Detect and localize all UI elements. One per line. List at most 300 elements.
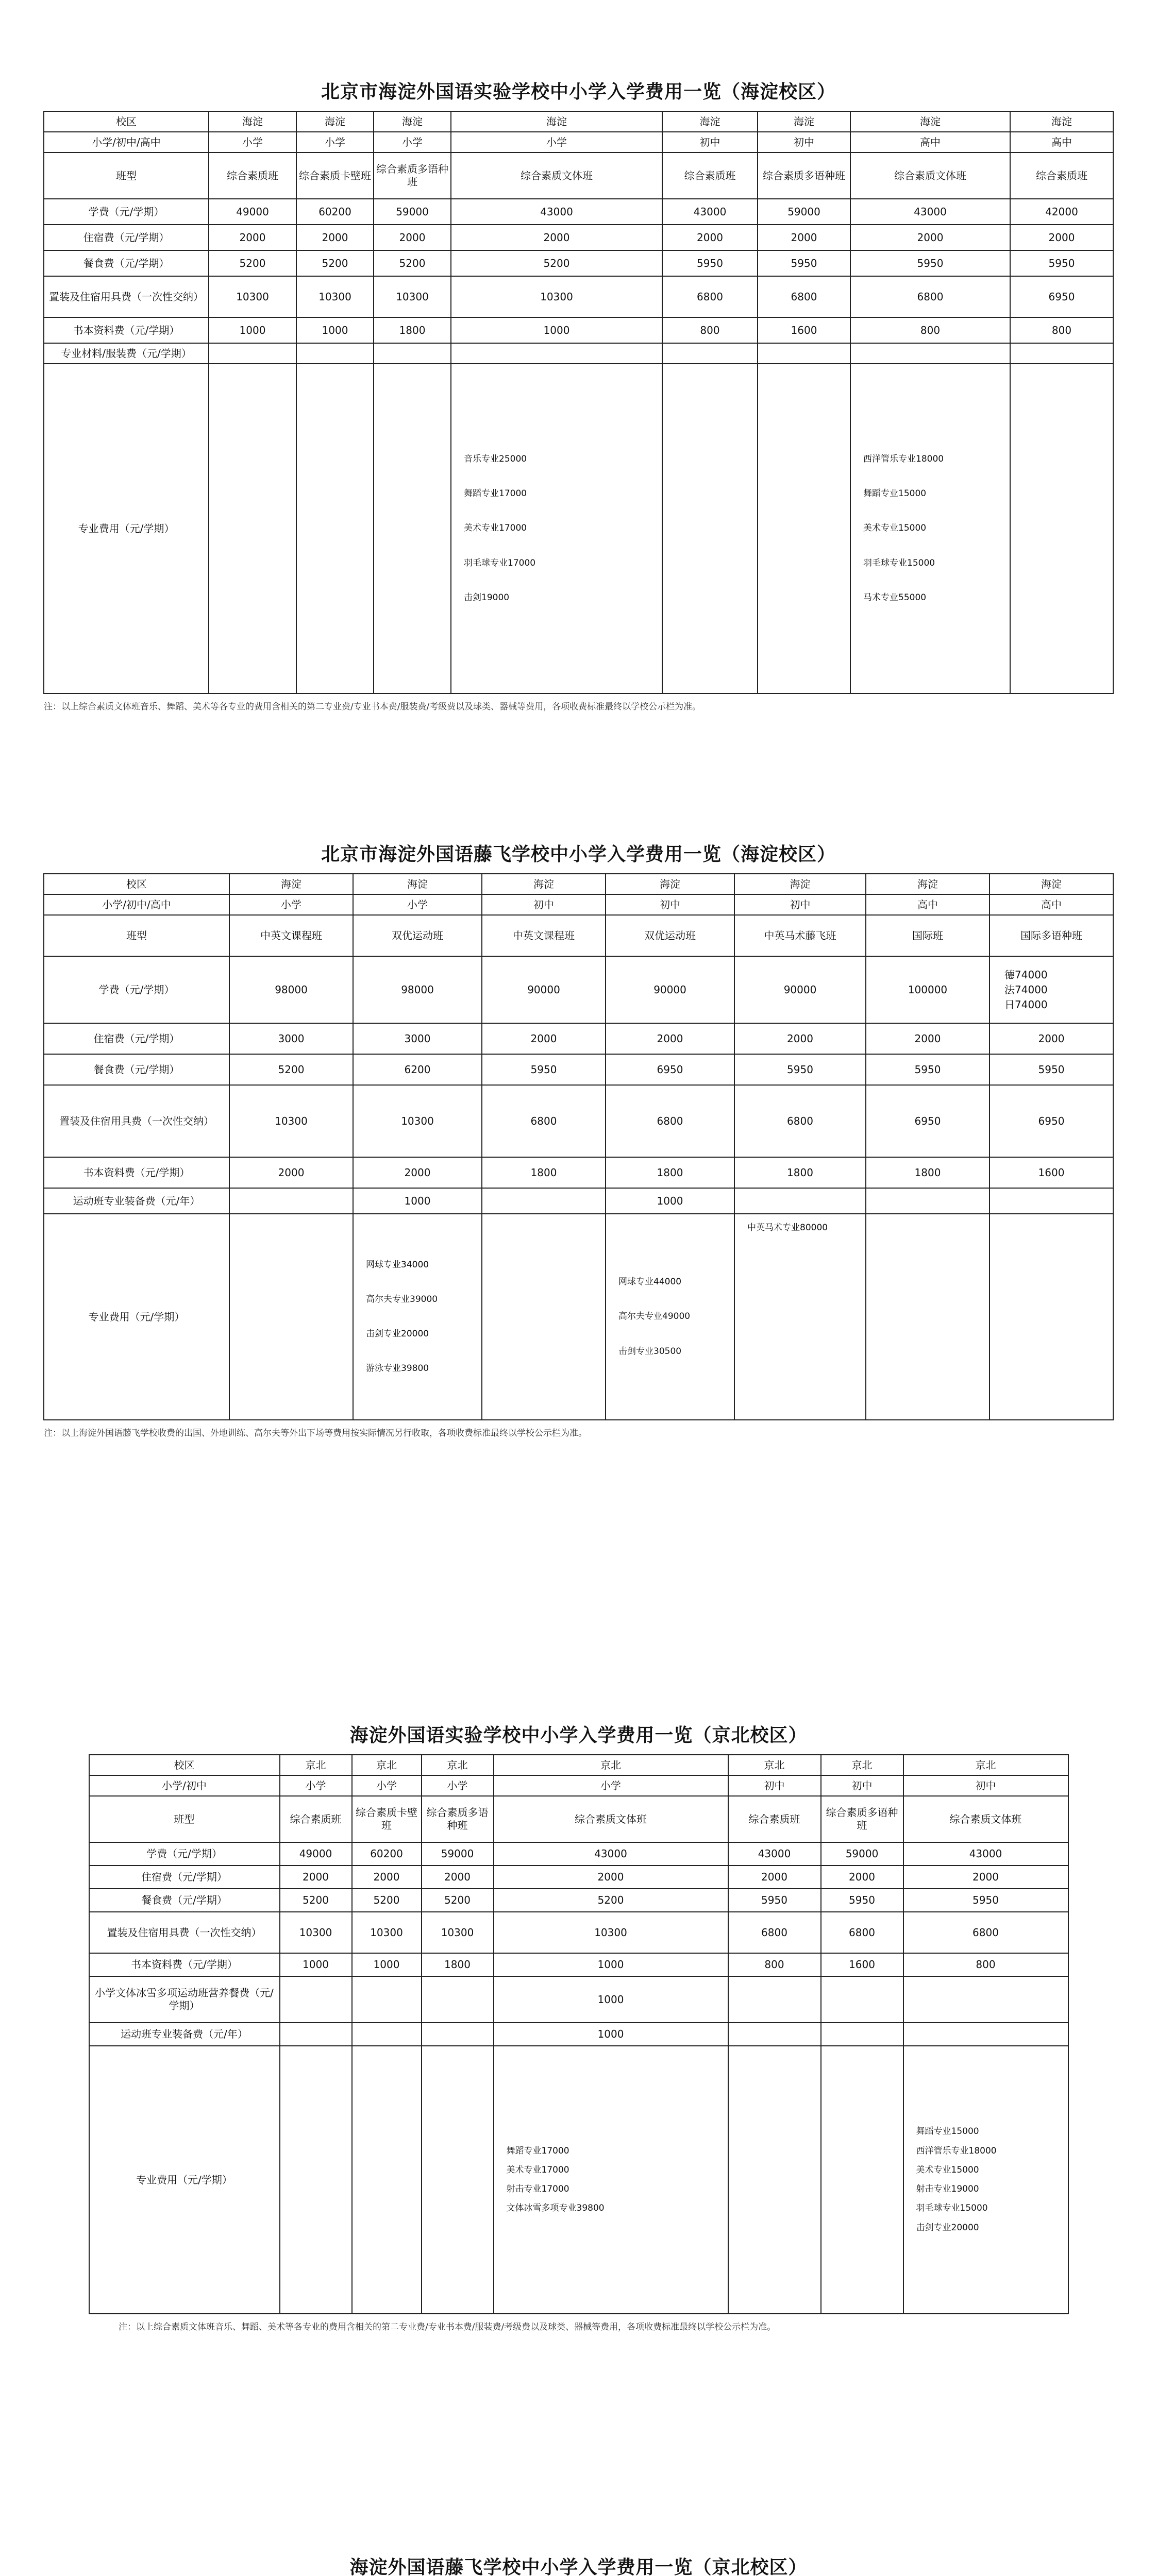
table-cell: 60200 bbox=[296, 199, 374, 225]
table-cell: 6800 bbox=[606, 1085, 734, 1157]
section-jingbei-experimental bbox=[0, 1721, 1157, 2332]
table-cell: 90000 bbox=[482, 956, 606, 1023]
table-cell bbox=[990, 1188, 1113, 1214]
table-cell: 10300 bbox=[229, 1085, 353, 1157]
table-cell: 综合素质多语种班 bbox=[374, 152, 451, 199]
table-cell: 6800 bbox=[728, 1912, 821, 1953]
row-label: 校区 bbox=[89, 1755, 280, 1775]
table-cell: 10300 bbox=[353, 1085, 482, 1157]
table-cell: 2000 bbox=[728, 1866, 821, 1889]
table-cell: 1000 bbox=[280, 1953, 352, 1976]
table-cell bbox=[374, 364, 451, 693]
table-row bbox=[89, 1912, 1068, 1953]
table-cell: 1000 bbox=[353, 1188, 482, 1214]
table-cell bbox=[422, 1976, 494, 2023]
major-fee-item: 舞蹈专业17000 bbox=[506, 2145, 569, 2156]
table-cell: 10300 bbox=[296, 276, 374, 317]
row-label: 班型 bbox=[44, 152, 209, 199]
table-row bbox=[44, 250, 1113, 276]
table-row bbox=[89, 1976, 1068, 2023]
major-fee-item: 羽毛球专业17000 bbox=[464, 557, 536, 568]
table-cell: 2000 bbox=[1010, 225, 1113, 250]
table-cell bbox=[1010, 364, 1113, 693]
table-cell bbox=[728, 2046, 821, 2314]
table-cell: 初中 bbox=[734, 894, 866, 915]
table-cell: 42000 bbox=[1010, 199, 1113, 225]
table-cell: 初中 bbox=[821, 1775, 903, 1796]
table-cell: 6800 bbox=[662, 276, 758, 317]
table-cell: 1000 bbox=[494, 1953, 728, 1976]
table-cell: 1800 bbox=[734, 1157, 866, 1188]
table-cell: 高中 bbox=[850, 132, 1010, 152]
table-cell: 京北 bbox=[494, 1755, 728, 1775]
major-fee-item: 马术专业55000 bbox=[863, 592, 927, 603]
table-cell: 43000 bbox=[494, 1842, 728, 1866]
table-row bbox=[44, 343, 1113, 364]
table-cell bbox=[728, 2023, 821, 2046]
table-cell: 5200 bbox=[280, 1889, 352, 1912]
row-label: 学费（元/学期） bbox=[44, 199, 209, 225]
table-cell: 10300 bbox=[422, 1912, 494, 1953]
table-cell: 2000 bbox=[821, 1866, 903, 1889]
table-cell: 800 bbox=[728, 1953, 821, 1976]
table-cell: 1600 bbox=[758, 317, 850, 343]
row-label: 专业材料/服装费（元/学期） bbox=[44, 343, 209, 364]
table-row bbox=[89, 1842, 1068, 1866]
table1-title: 北京市海淀外国语实验学校中小学入学费用一览（海淀校区） bbox=[321, 81, 836, 103]
table-cell: 2000 bbox=[662, 225, 758, 250]
table-row bbox=[44, 152, 1113, 199]
table-cell: 海淀 bbox=[758, 111, 850, 132]
table-cell bbox=[422, 2046, 494, 2314]
table-cell: 1000 bbox=[494, 1976, 728, 2023]
table-cell: 京北 bbox=[821, 1755, 903, 1775]
row-label: 班型 bbox=[89, 1796, 280, 1842]
table-cell: 10300 bbox=[494, 1912, 728, 1953]
table-cell: 综合素质文体班 bbox=[451, 152, 662, 199]
major-fee-item: 羽毛球专业15000 bbox=[916, 2203, 988, 2214]
table-cell: 98000 bbox=[353, 956, 482, 1023]
table-cell bbox=[866, 1188, 990, 1214]
table-cell: 43000 bbox=[662, 199, 758, 225]
row-label: 置装及住宿用具费（一次性交纳） bbox=[44, 276, 209, 317]
section-jingbei-tengfei bbox=[0, 2553, 1157, 2576]
row-label: 运动班专业装备费（元/年） bbox=[89, 2023, 280, 2046]
major-fee-cell bbox=[850, 364, 1010, 693]
table-cell: 2000 bbox=[422, 1866, 494, 1889]
table-row bbox=[89, 1953, 1068, 1976]
table-cell: 2000 bbox=[296, 225, 374, 250]
table-cell bbox=[296, 343, 374, 364]
table-row bbox=[89, 2046, 1068, 2314]
table-row bbox=[44, 1157, 1113, 1188]
table-cell: 2000 bbox=[850, 225, 1010, 250]
tuition-language-item: 日74000 bbox=[1004, 998, 1048, 1011]
table-cell: 1000 bbox=[494, 2023, 728, 2046]
major-fee-cell bbox=[353, 1214, 482, 1420]
table-cell: 2000 bbox=[353, 1157, 482, 1188]
major-fee-item: 击剑专业20000 bbox=[916, 2222, 979, 2233]
table-cell: 6200 bbox=[353, 1054, 482, 1085]
major-fee-item: 美术专业15000 bbox=[863, 523, 927, 534]
row-label: 书本资料费（元/学期） bbox=[44, 1157, 229, 1188]
table-cell: 小学 bbox=[280, 1775, 352, 1796]
table-cell: 10300 bbox=[209, 276, 296, 317]
major-fee-item: 音乐专业25000 bbox=[464, 453, 527, 464]
table-cell: 综合素质多语种班 bbox=[821, 1796, 903, 1842]
table-cell: 综合素质卡壁班 bbox=[296, 152, 374, 199]
table-cell: 国际班 bbox=[866, 915, 990, 956]
table-cell: 3000 bbox=[229, 1023, 353, 1054]
table-cell: 800 bbox=[850, 317, 1010, 343]
table-cell: 中英马术藤飞班 bbox=[734, 915, 866, 956]
table-cell: 高中 bbox=[1010, 132, 1113, 152]
table-cell: 海淀 bbox=[1010, 111, 1113, 132]
table-cell: 海淀 bbox=[850, 111, 1010, 132]
table-row bbox=[44, 132, 1113, 152]
table-cell bbox=[662, 364, 758, 693]
table-cell: 1800 bbox=[482, 1157, 606, 1188]
table-cell: 海淀 bbox=[374, 111, 451, 132]
major-fee-cell bbox=[734, 1214, 866, 1420]
table-cell bbox=[352, 2046, 422, 2314]
row-label: 置装及住宿用具费（一次性交纳） bbox=[44, 1085, 229, 1157]
major-fee-cell bbox=[494, 2046, 728, 2314]
table2-title: 北京市海淀外国语藤飞学校中小学入学费用一览（海淀校区） bbox=[321, 843, 836, 865]
row-label: 书本资料费（元/学期） bbox=[44, 317, 209, 343]
tuition-language-item: 法74000 bbox=[1004, 983, 1048, 996]
table-cell bbox=[482, 1188, 606, 1214]
table-cell: 1600 bbox=[990, 1157, 1113, 1188]
table-cell: 6950 bbox=[606, 1054, 734, 1085]
table-cell: 海淀 bbox=[451, 111, 662, 132]
row-label: 班型 bbox=[44, 915, 229, 956]
table-cell: 5950 bbox=[990, 1054, 1113, 1085]
table-cell: 5200 bbox=[229, 1054, 353, 1085]
major-fee-item: 击剑19000 bbox=[464, 592, 510, 603]
table-cell: 2000 bbox=[229, 1157, 353, 1188]
table-cell: 初中 bbox=[758, 132, 850, 152]
major-fee-item: 舞蹈专业15000 bbox=[916, 2126, 979, 2137]
table-cell: 10300 bbox=[280, 1912, 352, 1953]
table-cell: 初中 bbox=[728, 1775, 821, 1796]
table-cell: 1800 bbox=[374, 317, 451, 343]
table-cell: 京北 bbox=[422, 1755, 494, 1775]
table-row bbox=[44, 1023, 1113, 1054]
table-cell: 5200 bbox=[352, 1889, 422, 1912]
major-fee-item: 中英马术专业80000 bbox=[747, 1223, 828, 1233]
table-cell: 2000 bbox=[903, 1866, 1068, 1889]
table-cell: 初中 bbox=[662, 132, 758, 152]
section-haidian-tengfei bbox=[0, 840, 1157, 1438]
table-cell bbox=[482, 1214, 606, 1420]
table-cell: 2000 bbox=[866, 1023, 990, 1054]
table-cell bbox=[1010, 343, 1113, 364]
table4-title: 海淀外国语藤飞学校中小学入学费用一览（京北校区） bbox=[349, 2556, 808, 2576]
table-cell: 59000 bbox=[821, 1842, 903, 1866]
table-row bbox=[44, 956, 1113, 1023]
table-cell: 60200 bbox=[352, 1842, 422, 1866]
table-cell: 高中 bbox=[866, 894, 990, 915]
table-cell bbox=[734, 1188, 866, 1214]
table-cell: 综合素质文体班 bbox=[850, 152, 1010, 199]
row-label: 住宿费（元/学期） bbox=[44, 1023, 229, 1054]
table-cell: 海淀 bbox=[229, 874, 353, 894]
table-cell: 6800 bbox=[903, 1912, 1068, 1953]
table-cell bbox=[758, 343, 850, 364]
table-cell: 综合素质文体班 bbox=[903, 1796, 1068, 1842]
table-cell: 小学 bbox=[352, 1775, 422, 1796]
table-cell: 6950 bbox=[1010, 276, 1113, 317]
table-row bbox=[44, 915, 1113, 956]
table-cell: 小学 bbox=[374, 132, 451, 152]
row-label: 校区 bbox=[44, 111, 209, 132]
table-cell: 中英文课程班 bbox=[482, 915, 606, 956]
table-cell: 1800 bbox=[606, 1157, 734, 1188]
row-label: 学费（元/学期） bbox=[89, 1842, 280, 1866]
table-cell: 综合素质班 bbox=[728, 1796, 821, 1842]
major-fee-item: 游泳专业39800 bbox=[366, 1363, 429, 1374]
table-cell bbox=[352, 1976, 422, 2023]
table-cell: 京北 bbox=[728, 1755, 821, 1775]
major-fee-item: 高尔夫专业39000 bbox=[366, 1294, 438, 1304]
table-cell: 综合素质班 bbox=[1010, 152, 1113, 199]
table-cell: 1000 bbox=[209, 317, 296, 343]
table-cell: 综合素质多语种班 bbox=[422, 1796, 494, 1842]
table1-note: 注：以上综合素质文体班音乐、舞蹈、美术等各专业的费用含相关的第二专业费/专业书本费/服装费/考级费以及球类、器械等费用，各项收费标准最终以学校公示栏为准。 bbox=[44, 702, 701, 712]
table-cell: 59000 bbox=[422, 1842, 494, 1866]
table-row bbox=[44, 1085, 1113, 1157]
table-cell: 5950 bbox=[1010, 250, 1113, 276]
table-cell: 100000 bbox=[866, 956, 990, 1023]
table-cell bbox=[728, 1976, 821, 2023]
table-cell: 5950 bbox=[662, 250, 758, 276]
table-cell bbox=[758, 364, 850, 693]
table-cell bbox=[821, 2046, 903, 2314]
table-cell: 5200 bbox=[374, 250, 451, 276]
table-cell: 43000 bbox=[451, 199, 662, 225]
row-label: 专业费用（元/学期） bbox=[44, 364, 209, 693]
table-cell: 1000 bbox=[296, 317, 374, 343]
row-label: 餐食费（元/学期） bbox=[44, 1054, 229, 1085]
table-cell: 综合素质班 bbox=[662, 152, 758, 199]
table-cell bbox=[209, 364, 296, 693]
row-label: 小学/初中 bbox=[89, 1775, 280, 1796]
row-label: 餐食费（元/学期） bbox=[89, 1889, 280, 1912]
table-cell bbox=[352, 2023, 422, 2046]
table-cell: 6800 bbox=[821, 1912, 903, 1953]
table-cell bbox=[990, 956, 1113, 1023]
table-cell: 43000 bbox=[728, 1842, 821, 1866]
table-cell: 2000 bbox=[451, 225, 662, 250]
major-fee-item: 美术专业15000 bbox=[916, 2164, 979, 2175]
table-cell: 5950 bbox=[850, 250, 1010, 276]
table-row bbox=[44, 276, 1113, 317]
table-cell: 京北 bbox=[280, 1755, 352, 1775]
table-cell: 59000 bbox=[758, 199, 850, 225]
table2 bbox=[43, 873, 1114, 1420]
table-cell: 6800 bbox=[482, 1085, 606, 1157]
table-cell: 3000 bbox=[353, 1023, 482, 1054]
table-cell: 1000 bbox=[606, 1188, 734, 1214]
table-cell: 综合素质班 bbox=[280, 1796, 352, 1842]
table-cell: 京北 bbox=[903, 1755, 1068, 1775]
table-cell bbox=[451, 343, 662, 364]
table-cell: 小学 bbox=[229, 894, 353, 915]
table-cell bbox=[990, 1214, 1113, 1420]
table-cell: 1600 bbox=[821, 1953, 903, 1976]
major-fee-item: 美术专业17000 bbox=[506, 2164, 569, 2175]
table-row bbox=[44, 111, 1113, 132]
table-cell bbox=[280, 1976, 352, 2023]
row-label: 小学文体冰雪多项运动班营养餐费（元/学期） bbox=[89, 1976, 280, 2023]
table-cell: 海淀 bbox=[990, 874, 1113, 894]
table-cell bbox=[903, 2023, 1068, 2046]
row-label: 专业费用（元/学期） bbox=[44, 1214, 229, 1420]
table-cell bbox=[229, 1188, 353, 1214]
table3 bbox=[89, 1754, 1069, 2314]
row-label: 学费（元/学期） bbox=[44, 956, 229, 1023]
row-label: 小学/初中/高中 bbox=[44, 894, 229, 915]
row-label: 运动班专业装备费（元/年） bbox=[44, 1188, 229, 1214]
major-fee-item: 西洋管乐专业18000 bbox=[916, 2145, 997, 2156]
table-cell: 43000 bbox=[903, 1842, 1068, 1866]
table-cell: 京北 bbox=[352, 1755, 422, 1775]
table-cell: 2000 bbox=[352, 1866, 422, 1889]
table-cell: 5200 bbox=[451, 250, 662, 276]
table-cell: 小学 bbox=[451, 132, 662, 152]
major-fee-item: 文体冰雪多项专业39800 bbox=[506, 2203, 605, 2214]
table-cell: 2000 bbox=[758, 225, 850, 250]
table-cell: 海淀 bbox=[482, 874, 606, 894]
table-cell: 综合素质多语种班 bbox=[758, 152, 850, 199]
table-cell bbox=[821, 1976, 903, 2023]
table-cell: 1000 bbox=[352, 1953, 422, 1976]
table-cell bbox=[374, 343, 451, 364]
row-label: 住宿费（元/学期） bbox=[44, 225, 209, 250]
table-cell: 90000 bbox=[734, 956, 866, 1023]
row-label: 住宿费（元/学期） bbox=[89, 1866, 280, 1889]
table3-note: 注：以上综合素质文体班音乐、舞蹈、美术等各专业的费用含相关的第二专业费/专业书本费/服装费/考级费以及球类、器械等费用，各项收费标准最终以学校公示栏为准。 bbox=[119, 2322, 776, 2332]
major-fee-item: 西洋管乐专业18000 bbox=[863, 453, 944, 464]
table-cell: 高中 bbox=[990, 894, 1113, 915]
table-cell bbox=[280, 2046, 352, 2314]
table-cell: 海淀 bbox=[209, 111, 296, 132]
table-cell: 49000 bbox=[280, 1842, 352, 1866]
table-cell: 2000 bbox=[494, 1866, 728, 1889]
table-cell: 海淀 bbox=[734, 874, 866, 894]
table-cell: 5200 bbox=[422, 1889, 494, 1912]
table-cell: 49000 bbox=[209, 199, 296, 225]
table-cell bbox=[903, 1976, 1068, 2023]
table-cell: 10300 bbox=[374, 276, 451, 317]
table-cell: 5950 bbox=[728, 1889, 821, 1912]
table-row bbox=[44, 364, 1113, 693]
major-fee-item: 击剑专业20000 bbox=[366, 1329, 429, 1339]
table-cell bbox=[209, 343, 296, 364]
major-fee-item: 高尔夫专业49000 bbox=[618, 1311, 691, 1322]
table-cell: 5950 bbox=[734, 1054, 866, 1085]
table-cell: 初中 bbox=[482, 894, 606, 915]
table-cell: 2000 bbox=[734, 1023, 866, 1054]
table-cell: 2000 bbox=[280, 1866, 352, 1889]
table-cell: 小学 bbox=[296, 132, 374, 152]
table-cell: 10300 bbox=[451, 276, 662, 317]
table-cell: 小学 bbox=[353, 894, 482, 915]
table-cell: 小学 bbox=[494, 1775, 728, 1796]
table-row bbox=[89, 1889, 1068, 1912]
table-cell: 综合素质文体班 bbox=[494, 1796, 728, 1842]
table-cell bbox=[821, 2023, 903, 2046]
table-cell bbox=[422, 2023, 494, 2046]
row-label: 置装及住宿用具费（一次性交纳） bbox=[89, 1912, 280, 1953]
major-fee-item: 美术专业17000 bbox=[464, 523, 527, 534]
table-cell: 中英文课程班 bbox=[229, 915, 353, 956]
table-cell: 5950 bbox=[821, 1889, 903, 1912]
table-cell: 1000 bbox=[451, 317, 662, 343]
table-cell: 5950 bbox=[482, 1054, 606, 1085]
row-label: 专业费用（元/学期） bbox=[89, 2046, 280, 2314]
table-cell: 双优运动班 bbox=[353, 915, 482, 956]
table-row bbox=[89, 1775, 1068, 1796]
table-cell: 1800 bbox=[866, 1157, 990, 1188]
table-cell bbox=[850, 343, 1010, 364]
table-cell: 5200 bbox=[209, 250, 296, 276]
table-row bbox=[44, 225, 1113, 250]
table1 bbox=[43, 111, 1114, 694]
table-cell: 5950 bbox=[758, 250, 850, 276]
table-row bbox=[44, 199, 1113, 225]
table-cell: 海淀 bbox=[606, 874, 734, 894]
table-cell: 800 bbox=[662, 317, 758, 343]
major-fee-cell bbox=[903, 2046, 1068, 2314]
major-fee-item: 网球专业44000 bbox=[618, 1277, 682, 1287]
table-cell: 2000 bbox=[374, 225, 451, 250]
table-row bbox=[89, 2023, 1068, 2046]
row-label: 校区 bbox=[44, 874, 229, 894]
table-cell: 2000 bbox=[209, 225, 296, 250]
table-cell: 海淀 bbox=[353, 874, 482, 894]
major-fee-item: 击剑专业30500 bbox=[618, 1346, 682, 1357]
table-cell: 43000 bbox=[850, 199, 1010, 225]
table-cell bbox=[280, 2023, 352, 2046]
row-label: 餐食费（元/学期） bbox=[44, 250, 209, 276]
table-cell: 800 bbox=[903, 1953, 1068, 1976]
table-cell: 98000 bbox=[229, 956, 353, 1023]
table2-note: 注：以上海淀外国语藤飞学校收费的出国、外地训练、高尔夫等外出下场等费用按实际情况另行收取，各项收费标准最终以学校公示栏为准。 bbox=[44, 1428, 587, 1438]
table-cell: 6950 bbox=[990, 1085, 1113, 1157]
row-label: 小学/初中/高中 bbox=[44, 132, 209, 152]
major-fee-item: 舞蹈专业15000 bbox=[863, 488, 927, 499]
table-cell: 6800 bbox=[734, 1085, 866, 1157]
table-cell: 90000 bbox=[606, 956, 734, 1023]
table-row bbox=[89, 1866, 1068, 1889]
tuition-language-item: 德74000 bbox=[1004, 968, 1048, 981]
major-fee-item: 射击专业17000 bbox=[506, 2184, 569, 2194]
table-cell: 2000 bbox=[482, 1023, 606, 1054]
section-haidian-experimental bbox=[0, 77, 1157, 712]
table-cell: 10300 bbox=[352, 1912, 422, 1953]
table-cell: 5200 bbox=[494, 1889, 728, 1912]
table-cell: 2000 bbox=[606, 1023, 734, 1054]
table-cell: 小学 bbox=[422, 1775, 494, 1796]
table-cell: 5950 bbox=[866, 1054, 990, 1085]
table-cell: 5200 bbox=[296, 250, 374, 276]
table-cell: 59000 bbox=[374, 199, 451, 225]
major-fee-item: 舞蹈专业17000 bbox=[464, 488, 527, 499]
table-cell: 6800 bbox=[758, 276, 850, 317]
table-cell: 6800 bbox=[850, 276, 1010, 317]
